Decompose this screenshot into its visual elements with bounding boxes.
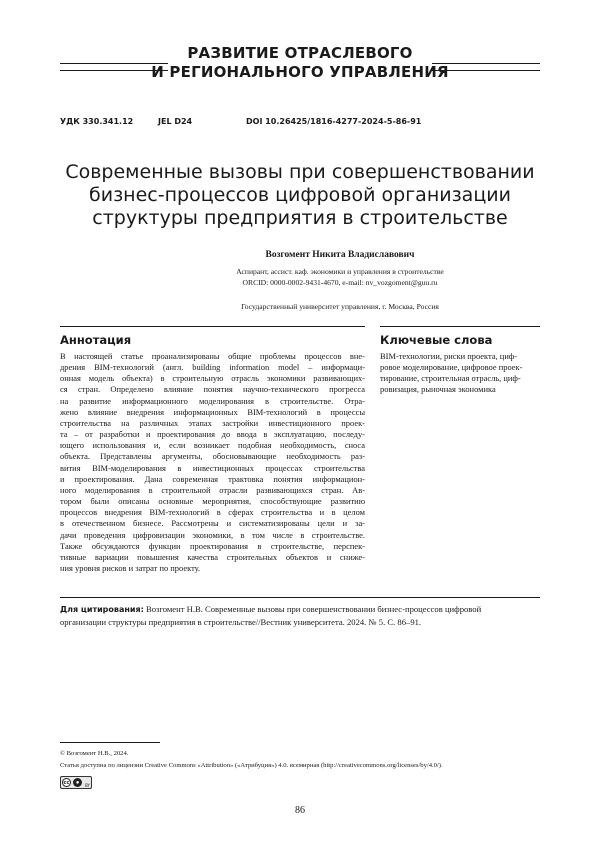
- author-position: Аспирант, ассист. каф. экономики и управления в строительстве: [236, 267, 444, 276]
- citation-block: [60, 603, 540, 628]
- article-title-line-2: бизнес-процессов цифровой организации: [89, 184, 511, 206]
- abstract-line: объекта. Представлены аргументы, обосновывающие необходимость раз-: [60, 451, 365, 462]
- doi-code: DOI 10.26425/1816-4277-2024-5-86-91: [246, 117, 422, 126]
- abstract-heading: Аннотация: [60, 333, 132, 347]
- abstract-line: В настоящей статье проанализированы общие проблемы процессов вне-: [60, 351, 365, 361]
- journal-section-line-2: И РЕГИОНАЛЬНОГО УПРАВЛЕНИЯ: [151, 63, 449, 81]
- license-notice: Статья доступна по лицензии Creative Commons «Attribution» («Атрибуция») 4.0. всемирная (http://creativecommons.org/licenses/by/4.0/).: [60, 762, 443, 769]
- abstract-line: вития BIM-моделирования в инвестиционных процессах строительства: [60, 462, 365, 473]
- keywords-body: [380, 351, 545, 396]
- author-contacts: ORCID: 0000-0002-9431-4670, e-mail: nv_vozgoment@guu.ru: [242, 278, 438, 287]
- keywords-line: ровизация, рыночная экономика: [380, 384, 496, 395]
- abstract-line: и проектирования. Дана современная трактовка понятия информацион-: [60, 473, 365, 484]
- abstract-line: дачи проведения цифровизации экономики, в том числе в строительстве.: [60, 529, 365, 540]
- keywords-line: ровое моделирование, цифровое проек-: [380, 362, 523, 373]
- abstract-line: та – от разработки и проектирования до ввода в эксплуатацию, последу-: [60, 429, 365, 440]
- abstract-rule: [60, 326, 365, 327]
- article-title: [60, 161, 540, 230]
- citation-rule: [60, 597, 540, 598]
- abstract-line: ного моделирования в строительной отрасли развивающихся стран. Ав-: [60, 484, 365, 495]
- abstract-line: тором были описаны основные мероприятия, способствующие развитию: [60, 496, 365, 507]
- udk-code: УДК 330.341.12: [60, 117, 134, 126]
- abstract-line: тивные вариации повышения качества строительных объектов и сниже-: [60, 551, 365, 562]
- citation-line-2: организации структуры предприятия в строительстве//Вестник университета. 2024. № 5. С. 86–91.: [60, 617, 422, 627]
- cc-icon: cc: [63, 779, 70, 786]
- citation-label: Для цитирования:: [60, 605, 144, 614]
- author-name: Возгомент Никита Владиславович: [265, 250, 415, 260]
- copyright-notice: © Возгомент Н.В., 2024.: [60, 750, 129, 757]
- article-title-line-1: Современные вызовы при совершенствовании: [65, 161, 535, 183]
- page-number: 86: [295, 805, 305, 816]
- author-university: Государственный университет управления, г. Москва, Россия: [241, 302, 439, 311]
- abstract-line: ния уровня рисков и затрат по проекту.: [60, 562, 201, 573]
- abstract-line: процессов внедрения BIM-технологий в сферах строительства и в целом: [60, 507, 365, 518]
- keywords-heading: Ключевые слова: [380, 333, 493, 347]
- person-icon: ●: [73, 778, 82, 787]
- keywords-line: BIM-технологии, риски проекта, циф-: [380, 351, 518, 361]
- citation-text: Возгомент Н.В. Современные вызовы при совершенствовании бизнес-процессов цифровой: [146, 604, 482, 614]
- cc-by-badge[interactable]: [60, 776, 92, 789]
- keywords-line: тирование, строительная отрасль, циф-: [380, 373, 521, 384]
- keywords-rule: [380, 326, 540, 327]
- journal-section-line-1: РАЗВИТИЕ ОТРАСЛЕВОГО: [187, 44, 413, 62]
- footnote-rule: [60, 742, 160, 743]
- abstract-line: строительства на различных этапах застройки инвестиционного проек-: [60, 417, 365, 428]
- abstract-line: ющего использования и, если возникает подобная необходимость, сноса: [60, 440, 365, 451]
- abstract-line: дрения BIM-технологий (англ. building information model – информаци-: [60, 362, 365, 373]
- cc-by-label: BY: [85, 783, 90, 788]
- abstract-line: Также обсуждаются функции проектирования в строительстве, перспек-: [60, 540, 365, 551]
- citation-line-1: [60, 603, 540, 616]
- abstract-line: в отечественном бизнесе. Рассмотрены и систематизированы цели и за-: [60, 518, 365, 529]
- abstract-line: на развитие информационного моделирования в строительстве. Отра-: [60, 395, 365, 406]
- jel-code: JEL D24: [158, 117, 193, 126]
- abstract-line: жено влияние внедрения информационных BIM-технологий в процессы: [60, 406, 365, 417]
- journal-section-title: [150, 44, 450, 82]
- abstract-body: [60, 351, 365, 574]
- abstract-line: ся стран. Определено влияние понятия научно-технического прогресса: [60, 384, 365, 395]
- abstract-line: онная модель объекта) в строительную отрасль экономики развивающих-: [60, 373, 365, 384]
- author-affiliation: [140, 266, 540, 288]
- article-title-line-3: структуры предприятия в строительстве: [92, 207, 508, 229]
